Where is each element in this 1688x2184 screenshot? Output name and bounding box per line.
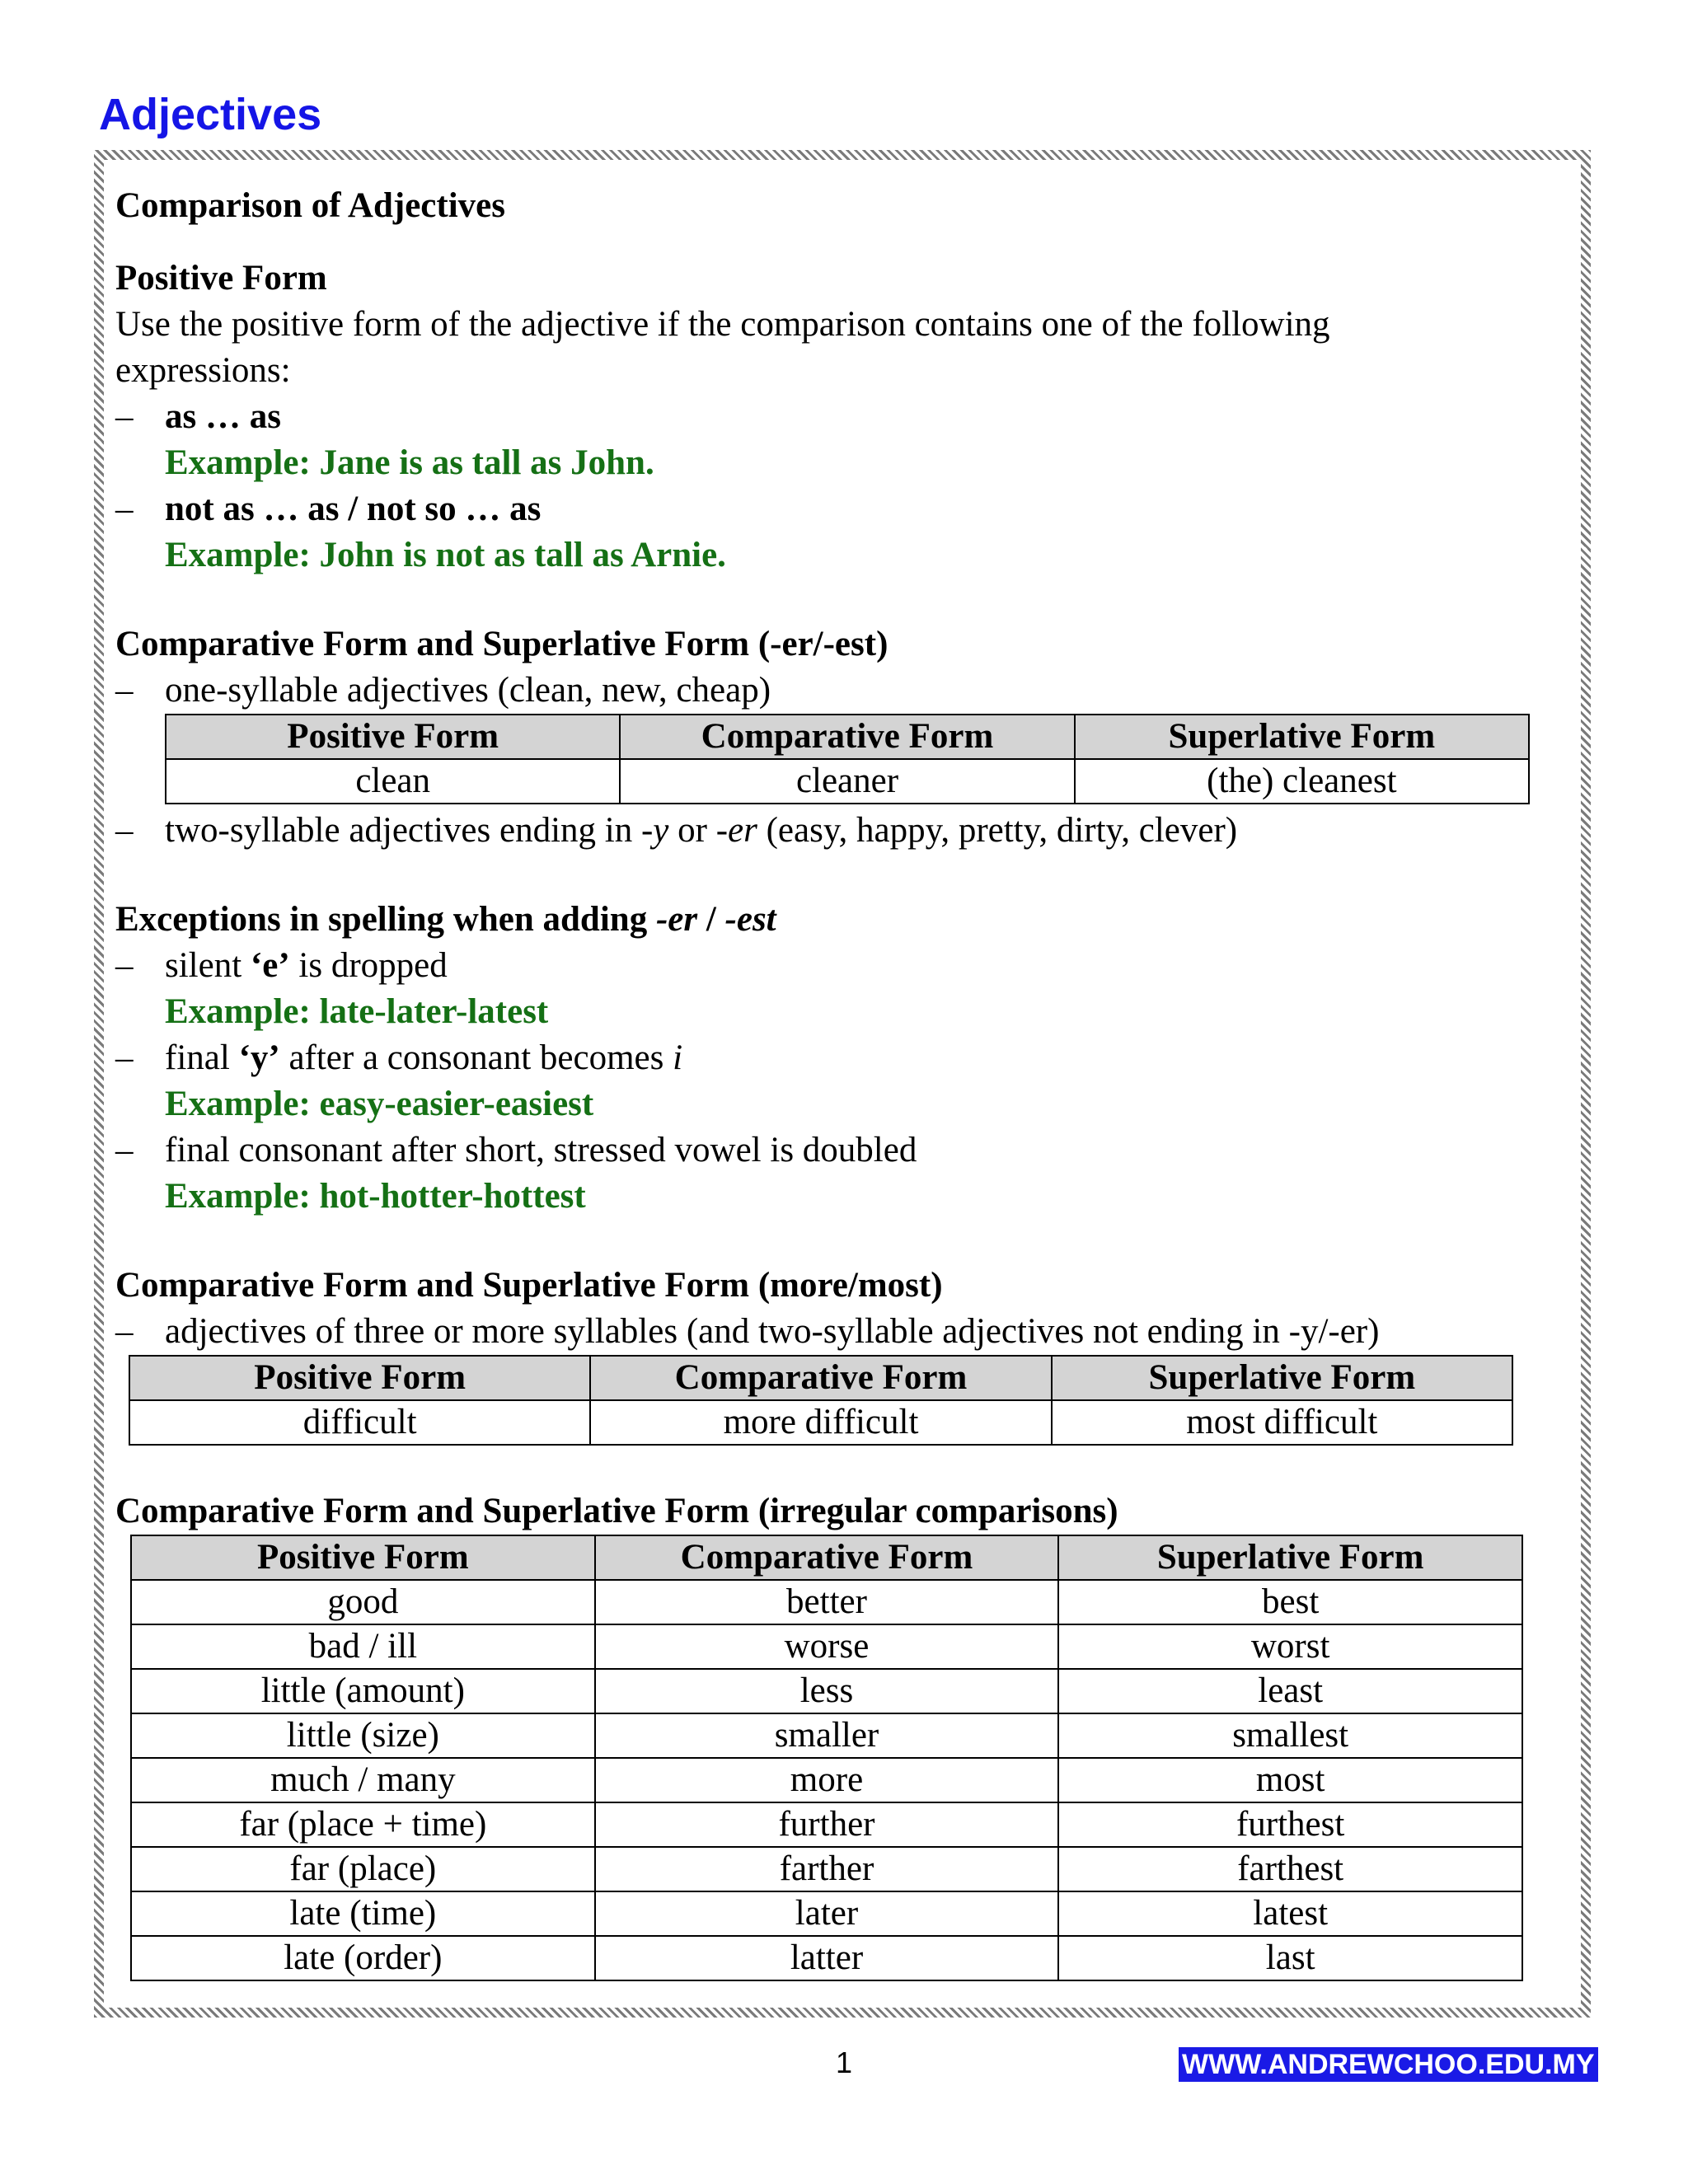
table-row [131, 1891, 1522, 1936]
table-cell: more difficult [590, 1400, 1051, 1445]
table-cell: best [1058, 1580, 1522, 1624]
table-cell: last [1058, 1936, 1522, 1980]
table-cell: further [595, 1802, 1059, 1847]
table-cell: worst [1058, 1624, 1522, 1669]
table-header-row [131, 1535, 1522, 1580]
list-item [115, 1309, 1550, 1355]
table-row [166, 759, 1529, 804]
table-cell: late (order) [131, 1936, 595, 1980]
dash-bullet: – [115, 811, 134, 850]
table-cell: latest [1058, 1891, 1522, 1936]
dash-bullet: – [115, 1038, 134, 1077]
table-row [131, 1669, 1522, 1713]
table-cell: more [595, 1758, 1059, 1802]
page-number: 1 [835, 2046, 853, 2079]
table-cell: far (place) [131, 1847, 595, 1891]
list-item [115, 808, 1550, 854]
dash-bullet: – [115, 397, 134, 436]
table-header: Comparative Form [595, 1535, 1059, 1580]
table-cell: much / many [131, 1758, 595, 1802]
table-header: Positive Form [131, 1535, 595, 1580]
table-cell: latter [595, 1936, 1059, 1980]
table-header-row [166, 715, 1529, 759]
positive-heading: Positive Form [115, 259, 327, 298]
table-cell: least [1058, 1669, 1522, 1713]
table-header: Comparative Form [620, 715, 1074, 759]
list-item [115, 668, 1550, 714]
rule-text: two-syllable adjectives ending in -y or -er (easy, happy, pretty, dirty, clever) [165, 811, 1238, 850]
site-link[interactable]: WWW.ANDREWCHOO.EDU.MY [1179, 2047, 1598, 2082]
irregular-table [130, 1535, 1523, 1981]
expression-label: as … as [165, 397, 281, 436]
table-cell: late (time) [131, 1891, 595, 1936]
example-text: Example: Jane is as tall as John. [165, 443, 654, 482]
table-cell: later [595, 1891, 1059, 1936]
dash-bullet: – [115, 490, 134, 528]
rule-text: adjectives of three or more syllables (and two-syllable adjectives not ending in -y/-er) [165, 1312, 1380, 1351]
positive-intro-line1: Use the positive form of the adjective if the comparison contains one of the following [115, 305, 1330, 344]
table-header: Positive Form [166, 715, 620, 759]
table-cell: smaller [595, 1713, 1059, 1758]
irregular-heading: Comparative Form and Superlative Form (irregular comparisons) [115, 1492, 1118, 1530]
main-heading: Comparison of Adjectives [115, 186, 505, 225]
table-cell: most [1058, 1758, 1522, 1802]
list-item [115, 486, 1550, 532]
table-row [131, 1758, 1522, 1802]
table-cell: smallest [1058, 1713, 1522, 1758]
table-header: Superlative Form [1058, 1535, 1522, 1580]
positive-intro-line2: expressions: [115, 351, 291, 390]
table-row [131, 1580, 1522, 1624]
table-cell: farther [595, 1847, 1059, 1891]
table-header: Comparative Form [590, 1356, 1051, 1400]
table-cell: far (place + time) [131, 1802, 595, 1847]
table-header: Superlative Form [1075, 715, 1529, 759]
table-header-row [129, 1356, 1512, 1400]
table-cell: good [131, 1580, 595, 1624]
expression-label: not as … as / not so … as [165, 490, 542, 528]
table-cell: difficult [129, 1400, 590, 1445]
table-cell: furthest [1058, 1802, 1522, 1847]
rule-text: final ‘y’ after a consonant becomes i [165, 1038, 683, 1077]
rule-text: silent ‘e’ is dropped [165, 946, 448, 985]
table-cell: little (amount) [131, 1669, 595, 1713]
more-most-heading: Comparative Form and Superlative Form (more/most) [115, 1266, 943, 1305]
table-row [131, 1802, 1522, 1847]
dash-bullet: – [115, 671, 134, 710]
list-item [115, 1035, 1550, 1081]
example-text: Example: late-later-latest [165, 992, 549, 1031]
table-cell: clean [166, 759, 620, 804]
dash-bullet: – [115, 946, 134, 985]
dash-bullet: – [115, 1312, 134, 1351]
list-item [115, 943, 1550, 989]
example-text: Example: easy-easier-easiest [165, 1085, 594, 1123]
irregular-table-body [131, 1580, 1522, 1980]
table-row [129, 1400, 1512, 1445]
example-text: Example: John is not as tall as Arnie. [165, 536, 726, 574]
table-row [131, 1713, 1522, 1758]
dash-bullet: – [115, 1131, 134, 1169]
list-item [115, 394, 1550, 440]
list-item [115, 1127, 1550, 1174]
table-row [131, 1936, 1522, 1980]
table-cell: (the) cleanest [1075, 759, 1529, 804]
table-cell: worse [595, 1624, 1059, 1669]
er-est-table [165, 714, 1530, 804]
table-cell: cleaner [620, 759, 1074, 804]
table-cell: farthest [1058, 1847, 1522, 1891]
er-est-heading: Comparative Form and Superlative Form (-er/-est) [115, 625, 889, 663]
table-cell: little (size) [131, 1713, 595, 1758]
page-title: Adjectives [99, 90, 322, 139]
exceptions-heading: Exceptions in spelling when adding -er / -est [115, 900, 776, 939]
more-most-table [129, 1355, 1513, 1446]
rule-text: final consonant after short, stressed vowel is doubled [165, 1131, 917, 1169]
table-cell: better [595, 1580, 1059, 1624]
table-header: Superlative Form [1052, 1356, 1512, 1400]
table-cell: most difficult [1052, 1400, 1512, 1445]
table-row [131, 1847, 1522, 1891]
table-cell: bad / ill [131, 1624, 595, 1669]
content-body [115, 183, 1550, 1981]
example-text: Example: hot-hotter-hottest [165, 1177, 586, 1216]
table-row [131, 1624, 1522, 1669]
table-header: Positive Form [129, 1356, 590, 1400]
table-cell: less [595, 1669, 1059, 1713]
rule-text: one-syllable adjectives (clean, new, cheap) [165, 671, 771, 710]
